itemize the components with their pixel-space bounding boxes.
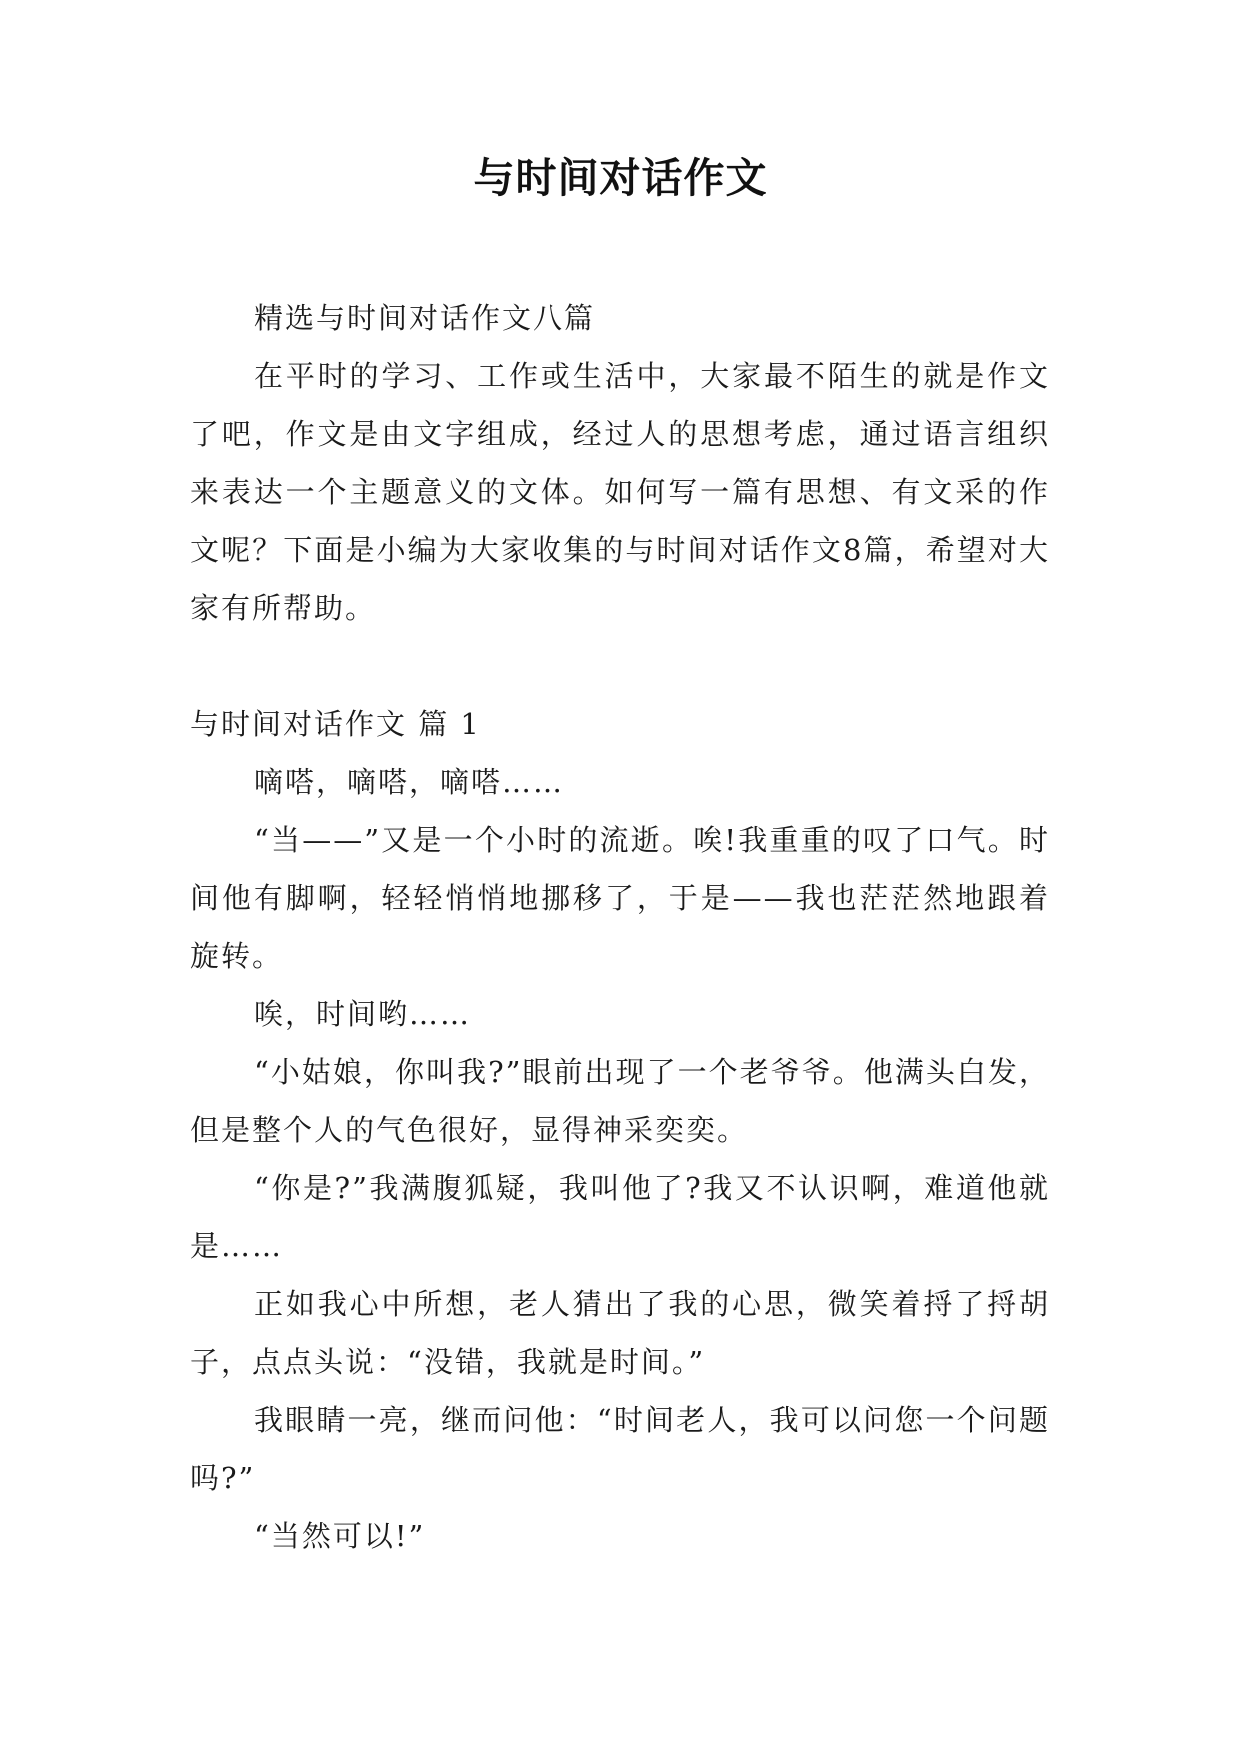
intro-paragraph: 在平时的学习、工作或生活中，大家最不陌生的就是作文了吧，作文是由文字组成，经过人的思想考虑，通过语言组织来表达一个主题意义的文体。如何写一篇有思想、有文采的作文呢？下面是小编为大家收集的与时间对话作文8篇，希望对大家有所帮助。 <box>190 359 1050 625</box>
body-paragraph: 正如我心中所想，老人猜出了我的心思，微笑着捋了捋胡子，点点头说：“没错，我就是时间。” <box>190 1287 1050 1379</box>
body-paragraph: 嘀嗒，嘀嗒，嘀嗒…… <box>254 765 565 799</box>
body-paragraph: “你是?”我满腹狐疑，我叫他了?我又不认识啊，难道他就是…… <box>190 1171 1050 1263</box>
body-paragraph: “当——”又是一个小时的流逝。唉!我重重的叹了口气。时间他有脚啊，轻轻悄悄地挪移了，于是——我也茫茫然地跟着旋转。 <box>190 823 1050 973</box>
body-paragraph: 唉，时间哟…… <box>254 997 472 1031</box>
body-paragraph: “当然可以!” <box>254 1519 426 1553</box>
body-paragraph: “小姑娘，你叫我?”眼前出现了一个老爷爷。他满头白发，但是整个人的气色很好，显得神采奕奕。 <box>190 1055 1050 1147</box>
intro-subtitle: 精选与时间对话作文八篇 <box>254 301 596 335</box>
document-title: 与时间对话作文 <box>473 154 768 202</box>
section-heading: 与时间对话作文 篇 1 <box>190 707 481 741</box>
document-body <box>190 289 1050 1565</box>
body-paragraph: 我眼睛一亮，继而问他：“时间老人，我可以问您一个问题吗?” <box>190 1403 1050 1495</box>
